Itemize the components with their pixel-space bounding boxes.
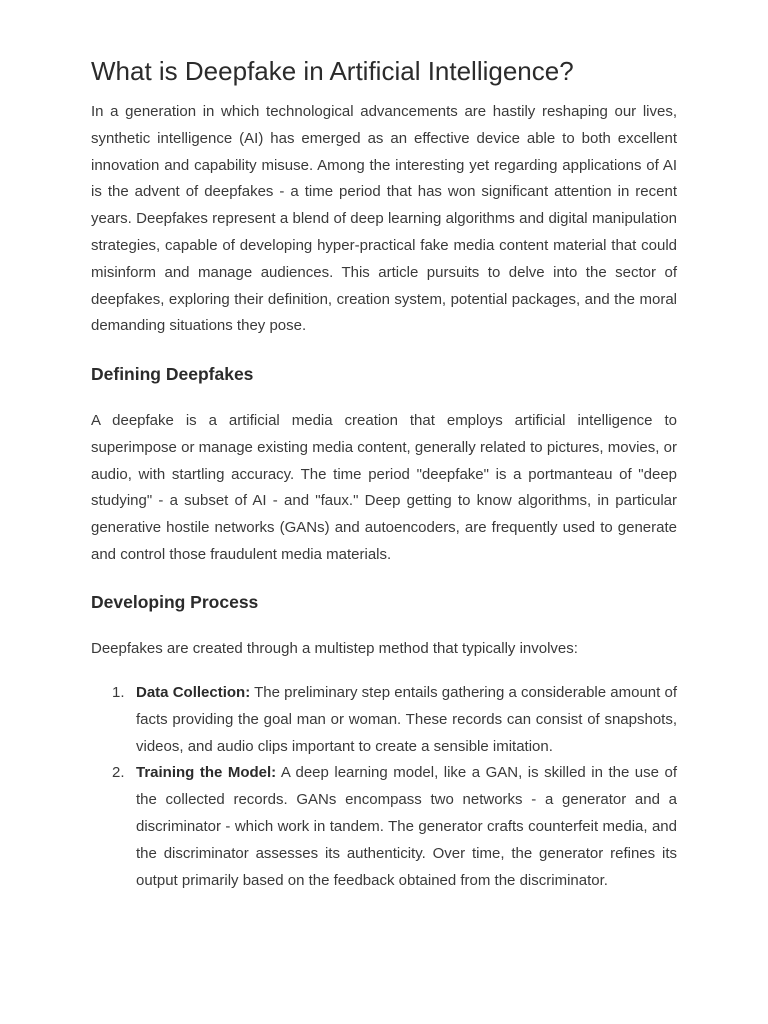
section-heading-developing-process: Developing Process [91,592,259,612]
page-title: What is Deepfake in Artificial Intelligence? [91,56,574,86]
list-item-term: Training the Model: [136,764,277,782]
list-item-number: 1. [112,684,125,701]
intro-paragraph: In a generation in which technological advancements are hastily reshaping our lives, synthetic intelligence (AI) has emerged as an effective device able to both excellent innovation and capability misuse. Among the interesting yet regarding applications of AI is the advent of deepfakes - a time period that has won significant attention in recent years. Deepfakes represent a blend of deep learning algorithms and digital manipulation strategies, capable of developing hyper-practical fake media content material that could misinform and manage audiences. This article pursuits to delve into the sector of deepfakes, exploring their definition, creation system, potential packages, and the moral demanding situations they pose. [91,103,677,335]
process-steps-list [91,680,677,894]
list-item-number: 2. [112,764,125,782]
defining-deepfakes-paragraph: A deepfake is a artificial media creation that employs artificial intelligence to superimpose or manage existing media content, generally related to pictures, movies, or audio, with startling accuracy. The time period "deepfake" is a portmanteau of "deep studying" - a subset of AI - and "faux." Deep getting to know algorithms, in particular generative hostile networks (GANs) and autoencoders, are frequently used to generate and control those fraudulent media materials. [91,412,677,563]
section-heading-defining-deepfakes: Defining Deepfakes [91,364,254,384]
developing-process-intro: Deepfakes are created through a multistep method that typically involves: [91,640,578,657]
list-item-text: A deep learning model, like a GAN, is skilled in the use of the collected records. GANs encompass two networks - a generator and a discriminator - which work in tandem. The generator crafts counterfeit media, and the discriminator assesses its authenticity. Over time, the generator refines its output primarily based on the feedback obtained from the discriminator. [136,764,677,889]
list-item-term: Data Collection: [136,684,251,701]
list-item [91,760,677,894]
list-item-text: The preliminary step entails gathering a considerable amount of facts providing the goal man or woman. These records can consist of snapshots, videos, and audio clips important to create a sensible imitation. [136,684,677,755]
list-item [91,680,677,760]
